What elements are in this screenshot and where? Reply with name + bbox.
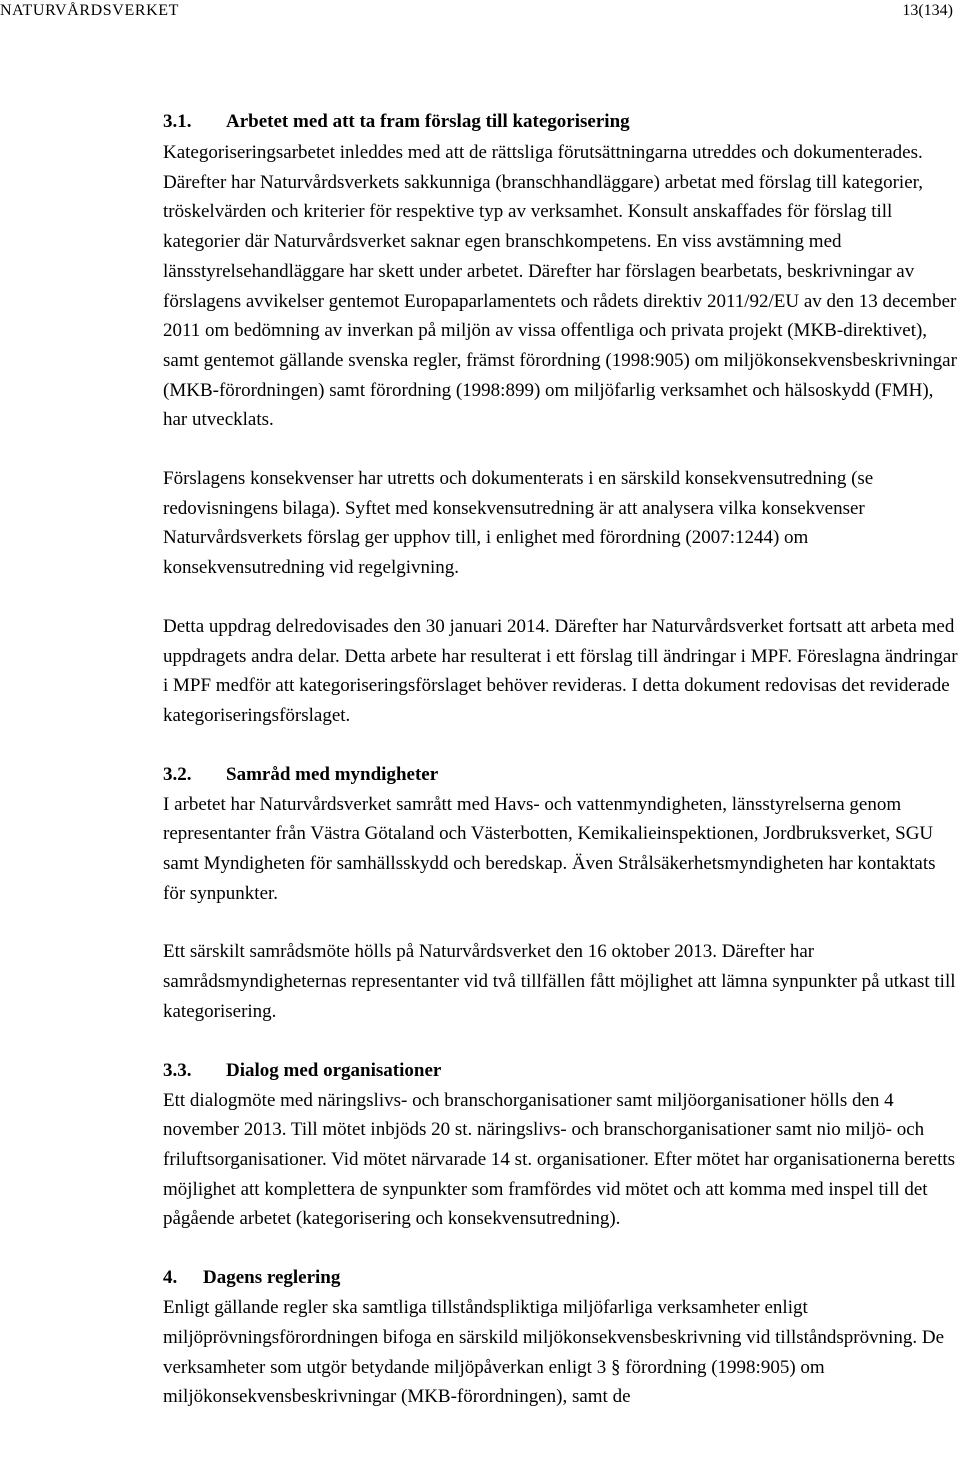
section-title: Samråd med myndigheter [226,763,439,785]
document-body [163,107,958,1412]
paragraph: Enligt gällande regler ska samtliga tillståndspliktiga miljöfarliga verksamheter enligt miljöprövningsförordningen bifoga en särskild miljökonsekvensbeskrivning vid tillståndsprövning. De verksamheter som utgör betydande miljöpåverkan enligt 3 § förordning (1998:905) om miljökonsekvensbeskrivningar (MKB-förordningen), samt de [163,1297,945,1408]
page-number: 13(134) [902,2,953,19]
section-number: 3.2. [163,763,192,785]
paragraph: Ett dialogmöte med näringslivs- och branschorganisationer samt miljöorganisationer hölls den 4 november 2013. Till mötet inbjöds 20 st. näringslivs- och branschorganisationer samt nio miljö- och friluftsorganisationer. Vid mötet närvarade 14 st. organisationer. Efter mötet har organisationerna beretts möjlighet att komplettera de synpunkter som framfördes vid mötet och att komma med inspel till det pågående arbetet (kategorisering och konsekvensutredning). [163,1089,956,1230]
section-title: Dagens reglering [203,1267,341,1289]
section-number: 3.1. [163,111,192,132]
section-heading-3-2 [163,760,958,790]
section-heading-4 [163,1263,958,1293]
section-heading-3-3 [163,1056,958,1086]
page-header [0,2,960,26]
section-heading-3-1 [163,107,958,137]
section-number: 4. [163,1267,178,1289]
section-number: 3.3. [163,1059,192,1081]
paragraph: Detta uppdrag delredovisades den 30 januari 2014. Därefter har Naturvårdsverket fortsatt att arbeta med uppdragets andra delar. Detta arbete har resulterat i ett förslag till ändringar i MPF. Föreslagna ändringar i MPF medför att kategoriseringsförslaget behöver revideras. I detta dokument redovisas det reviderade kategoriseringsförslaget. [163,615,958,726]
organization-name: NATURVÅRDSVERKET [0,2,179,19]
paragraph: Förslagens konsekvenser har utretts och dokumenterats i en särskild konsekvensutredning (se redovisningens bilaga). Syftet med konsekvensutredning är att analysera vilka konsekvenser Naturvårdsverkets förslag ger upphov till, i enlighet med förordning (2007:1244) om konsekvensutredning vid regelgivning. [163,468,874,579]
paragraph: I arbetet har Naturvårdsverket samrått med Havs- och vattenmyndigheten, länsstyrelserna genom representanter från Västra Götaland och Västerbotten, Kemikalieinspektionen, Jordbruksverket, SGU samt Myndigheten för samhällsskydd och beredskap. Även Strålsäkerhetsmyndigheten har kontaktats för synpunkter. [163,793,936,904]
section-title: Arbetet med att ta fram förslag till kategorisering [226,111,630,132]
paragraph: Ett särskilt samrådsmöte hölls på Naturvårdsverket den 16 oktober 2013. Därefter har samrådsmyndigheternas representanter vid två tillfällen fått möjlighet att lämna synpunkter på utkast till kategorisering. [163,941,956,1022]
paragraph: Kategoriseringsarbetet inleddes med att de rättsliga förutsättningarna utreddes och dokumenterades. Därefter har Naturvårdsverkets sakkunniga (branschhandläggare) arbetat med förslag till kategorier, tröskelvärden och kriterier för respektive typ av verksamhet. Konsult anskaffades för förslag till kategorier där Naturvårdsverket saknar egen branschkompetens. En viss avstämning med länsstyrelsehandläggare har skett under arbetet. Därefter har förslagen bearbetats, beskrivningar av förslagens avvikelser gentemot Europaparlamentets och rådets direktiv 2011/92/EU av den 13 december 2011 om bedömning av inverkan på miljön av vissa offentliga och privata projekt (MKB-direktivet), samt gentemot gällande svenska regler, främst förordning (1998:905) om miljökonsekvensbeskrivningar (MKB-förordningen) samt förordning (1998:899) om miljöfarlig verksamhet och hälsoskydd (FMH), har utvecklats. [163,142,957,431]
section-title: Dialog med organisationer [226,1059,442,1081]
